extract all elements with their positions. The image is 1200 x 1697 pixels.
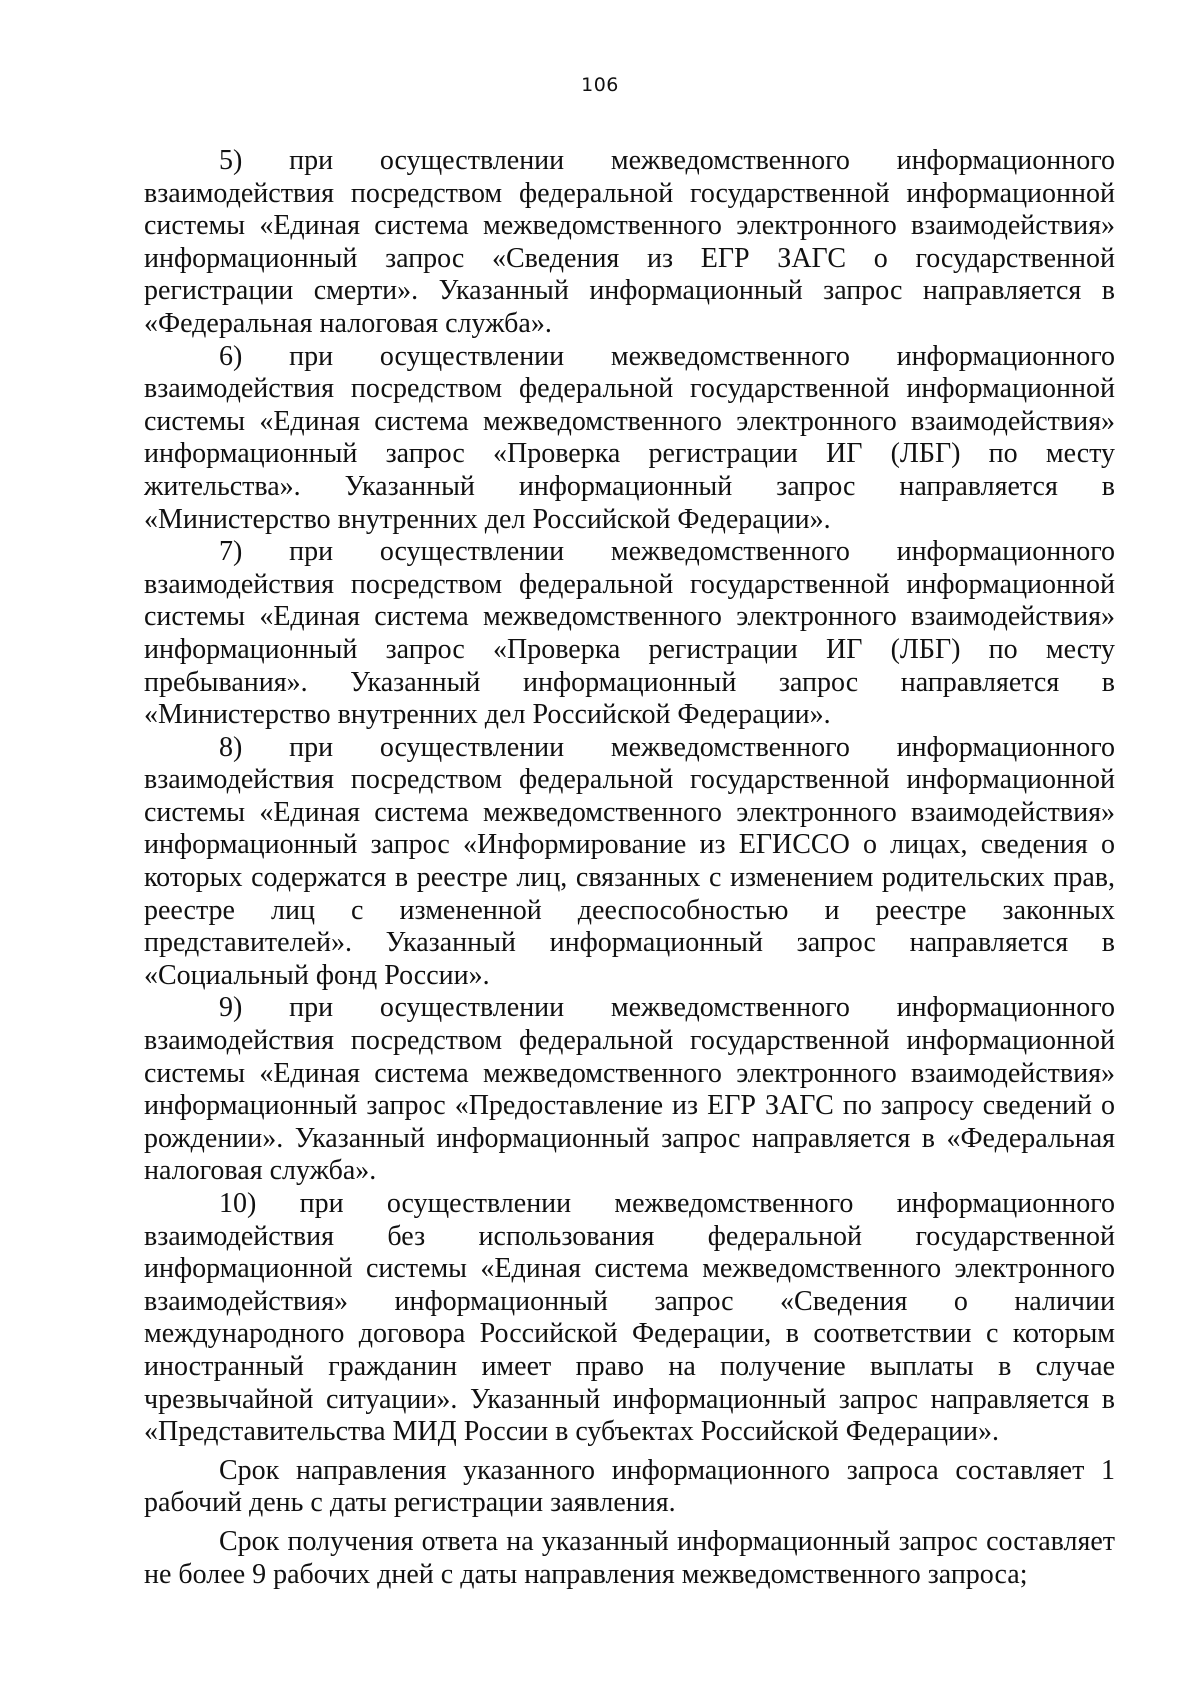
paragraph-item-5: 5) при осуществлении межведомственного информационного взаимодействия посредством федеральной государственной информационной системы «Единая система межведомственного электронного взаимодействия» информационный запрос «Сведения из ЕГР ЗАГС о государственной регистрации смерти». Указанный информационный запрос направляется в «Федеральная налоговая служба». bbox=[144, 145, 1115, 339]
document-body bbox=[144, 145, 1115, 1591]
paragraph-item-6: 6) при осуществлении межведомственного информационного взаимодействия посредством федеральной государственной информационной системы «Единая система межведомственного электронного взаимодействия» информационный запрос «Проверка регистрации ИГ (ЛБГ) по месту жительства». Указанный информационный запрос направляется в «Министерство внутренних дел Российской Федерации». bbox=[144, 340, 1115, 535]
paragraph-item-10: 10) при осуществлении межведомственного информационного взаимодействия без использования федеральной государственной информационной системы «Единая система межведомственного электронного взаимодействия» информационный запрос «Сведения о наличии международного договора Российской Федерации, в соответствии с которым иностранный гражданин имеет право на получение выплаты в случае чрезвычайной ситуации». Указанный информационный запрос направляется в «Представительства МИД России в субъектах Российской Федерации». bbox=[144, 1188, 1115, 1448]
paragraph-response-deadline: Срок получения ответа на указанный информационный запрос составляет не более 9 рабочих дней с даты направления межведомственного запроса; bbox=[144, 1525, 1115, 1590]
page-number: 106 bbox=[581, 74, 619, 96]
paragraph-item-9: 9) при осуществлении межведомственного информационного взаимодействия посредством федеральной государственной информационной системы «Единая система межведомственного электронного взаимодействия» информационный запрос «Предоставление из ЕГР ЗАГС по запросу сведений о рождении». Указанный информационный запрос направляется в «Федеральная налоговая служба». bbox=[144, 992, 1115, 1187]
paragraph-item-7: 7) при осуществлении межведомственного информационного взаимодействия посредством федеральной государственной информационной системы «Единая система межведомственного электронного взаимодействия» информационный запрос «Проверка регистрации ИГ (ЛБГ) по месту пребывания». Указанный информационный запрос направляется в «Министерство внутренних дел Российской Федерации». bbox=[144, 536, 1115, 731]
paragraph-item-8: 8) при осуществлении межведомственного информационного взаимодействия посредством федеральной государственной информационной системы «Единая система межведомственного электронного взаимодействия» информационный запрос «Информирование из ЕГИССО о лицах, сведения о которых содержатся в реестре лиц, связанных с изменением родительских прав, реестре лиц с измененной дееспособностью и реестре законных представителей». Указанный информационный запрос направляется в «Социальный фонд России». bbox=[144, 731, 1115, 991]
paragraph-request-deadline: Срок направления указанного информационного запроса составляет 1 рабочий день с даты регистрации заявления. bbox=[144, 1454, 1115, 1519]
